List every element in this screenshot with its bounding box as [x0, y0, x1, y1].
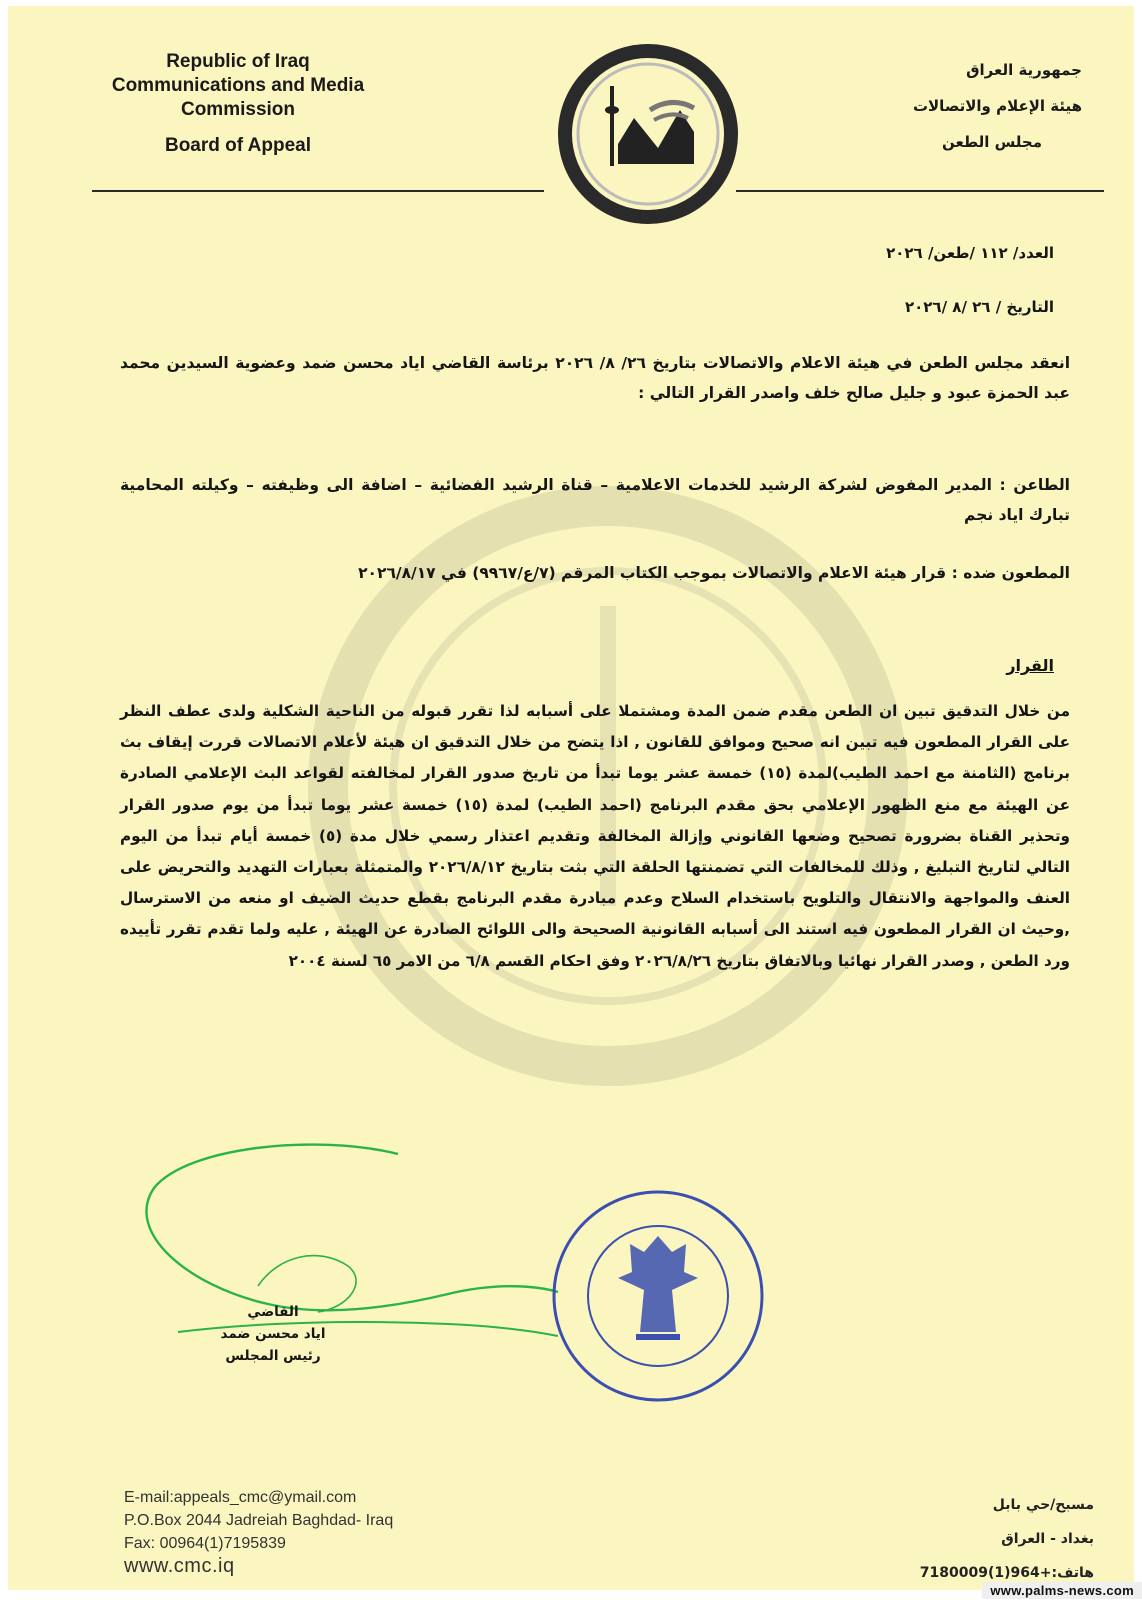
header-arabic	[842, 52, 1082, 160]
header-en-country: Republic of Iraq	[166, 51, 310, 72]
footer-contact-arabic	[834, 1488, 1094, 1590]
signer-role: رئيس المجلس	[225, 1348, 321, 1364]
header-en-org-line2: Commission	[180, 99, 296, 120]
header-en-board: Board of Appeal	[164, 135, 312, 156]
session-paragraph: انعقد مجلس الطعن في هيئة الاعلام والاتصالات بتاريخ ٢٦/ ٨/ ٢٠٢٦ برئاسة القاضي اياد محسن ضمد وعضوية السيدين محمد عبد الحمزة عبود و جليل صالح خلف واصدر القرار التالي :	[120, 354, 1071, 402]
appellant-paragraph: الطاعن : المدير المفوض لشركة الرشيد للخدمات الاعلامية – قناة الرشيد الفضائية – اضافة الى وظيفته – وكيلته المحامية تبارك اياد نجم	[120, 476, 1070, 524]
footer-ar-city: بغداد - العراق	[1001, 1531, 1094, 1547]
footer-ar-address: مسبح/حي بابل	[992, 1497, 1094, 1513]
header-ar-org: هيئة الإعلام والاتصالات	[912, 97, 1082, 115]
footer-contact-english	[124, 1486, 393, 1578]
footer-website: www.cmc.iq	[124, 1555, 235, 1577]
decision-paragraph: من خلال التدقيق تبين ان الطعن مقدم ضمن المدة ومشتملا على أسبابه لذا تقرر قبوله من الناحية الشكلية ولدى عطف النظر على القرار المطعون فيه تبين انه صحيح وموافق للقانون , اذا يتضح من خلال التدقيق ان هيئة لأعلام الاتصالات قررت إيقاف بث برنامج (الثامنة مع احمد الطيب)لمدة (١٥) خمسة عشر يوما تبدأ من تاريخ صدور القرار لمخالفته لقواعد البث الإعلامي الصادرة عن الهيئة مع منع الظهور الإعلامي بحق مقدم البرنامج (احمد الطيب) لمدة (١٥) خمسة عشر يوما تبدأ من يوم صدور القرار وتحذير القناة بضرورة تصحيح وضعها القانوني وإزالة المخالفة وتقديم اعتذار رسمي خلال مدة (٥) خمسة أيام تبدأ من اليوم التالي لتاريخ التبليغ , وذلك للمخالفات التي تضمنتها الحلقة التي بثت بتاريخ ٢٠٢٦/٨/١٢ والمتمثلة بعبارات التهديد والتحريض على العنف والمواجهة والانتقال والتلويح باستخدام السلاح وعدم مبادرة مقدم البرنامج بقطع حديث الضيف او منعه من الاسترسال ,وحيث ان القرار المطعون فيه استند الى أسبابه القانونية الصحيحة والى اللوائح الصادرة عن الهيئة , عليه ولما تقدم تقرر تأييده ورد الطعن , وصدر القرار نهائيا وبالاتفاق بتاريخ ٢٠٢٦/٨/٢٦ وفق احكام القسم ٦/٨ من الامر ٦٥ لسنة ٢٠٠٤	[120, 702, 1070, 970]
header-english	[68, 50, 408, 158]
signer-title: القاضي	[247, 1304, 299, 1320]
signature-block	[188, 1301, 358, 1367]
cmc-logo-icon	[554, 40, 742, 228]
header-en-org-line1: Communications and Media	[111, 75, 365, 96]
document-number: العدد/ ١١٢ /طعن/ ٢٠٢٦	[886, 244, 1054, 262]
source-credit-watermark: www.palms-news.com	[982, 1582, 1142, 1599]
respondent-paragraph: المطعون ضده : قرار هيئة الاعلام والاتصالات بموجب الكتاب المرقم (٧/ع/٩٩٦٧) في ٢٠٢٦/٨/١٧	[358, 564, 1070, 582]
official-stamp-icon	[548, 1186, 768, 1406]
footer-email: E-mail:appeals_cmc@ymail.com	[124, 1489, 357, 1506]
document-page	[8, 6, 1134, 1590]
footer-fax: Fax: 00964(1)7195839	[124, 1535, 286, 1552]
header-divider-left	[92, 190, 544, 192]
footer-address: P.O.Box 2044 Jadreiah Baghdad- Iraq	[124, 1512, 394, 1529]
header-ar-country: جمهورية العراق	[966, 61, 1082, 79]
document-date: التاريخ / ٢٦ /٨ /٢٠٢٦	[904, 298, 1054, 316]
signer-name: اياد محسن ضمد	[220, 1326, 326, 1342]
footer-ar-phone: هاتف:+964(1)7180009	[919, 1565, 1094, 1581]
header-divider-right	[736, 190, 1104, 192]
header-ar-board: مجلس الطعن	[942, 133, 1042, 151]
decision-heading: القرار	[1006, 656, 1054, 675]
